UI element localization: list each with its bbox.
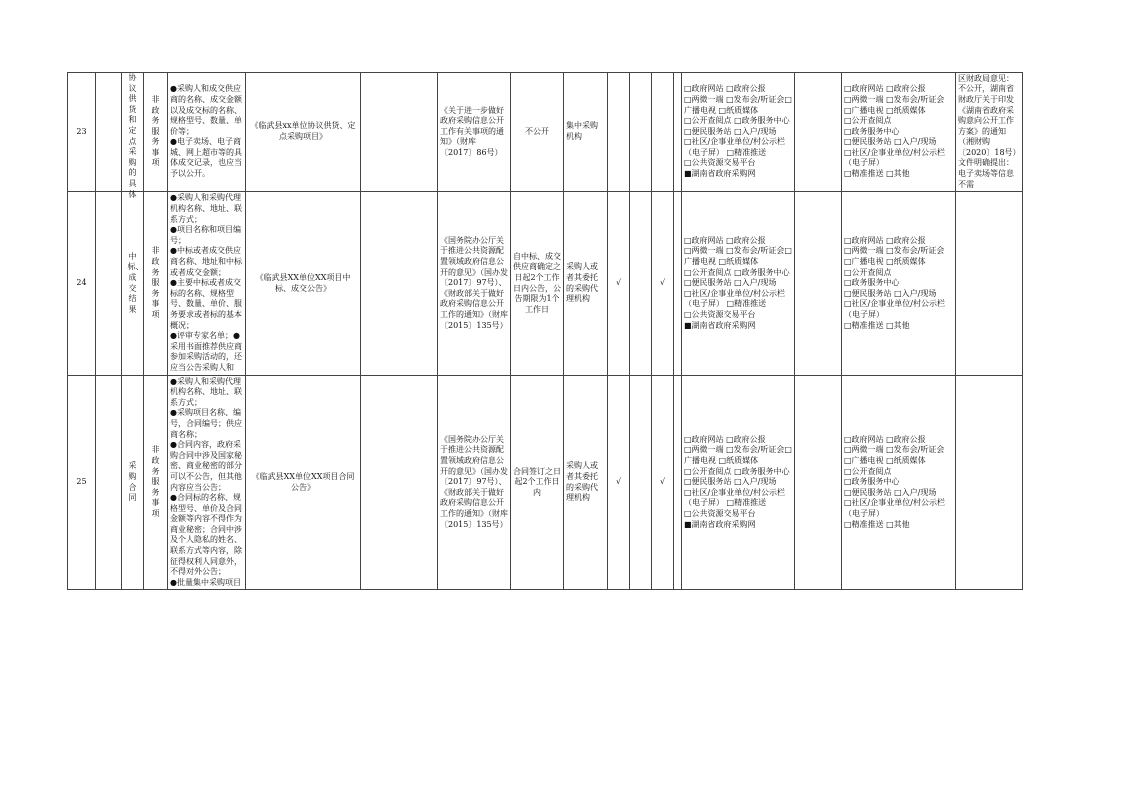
subject-cell: 采购人或者其委托的采购代理机构 (564, 376, 608, 590)
channels-cell: □政府网站 □政府公报 □两微一端 □发布会/听证会 □广播电视 □纸质媒体 □公开查阅点 □政务服务中心 □便民服务站 □入户/现场 □社区/企事业单位/村公示栏（电子屏） □精准推送 □其他 (842, 192, 956, 376)
row-number: 24 (68, 192, 96, 376)
time-limit-cell: 自中标、成交供应商确定之日起2个工作日内公告，公告期限为1个工作日 (511, 192, 564, 376)
blank-cell (795, 192, 842, 376)
table-row (68, 192, 1023, 376)
time-limit-cell: 不公开 (511, 73, 564, 192)
blank-cell (795, 73, 842, 192)
channels-cell: □政府网站 □政府公报 □两微一端 □发布会/听证会 □广播电视 □纸质媒体 □公开查阅点 □政务服务中心 □便民服务站 □入户/现场 □社区/企事业单位/村公示栏（电子屏） □精准推送 □其他 (842, 73, 956, 192)
blank-cell (674, 73, 682, 192)
content-cell: ●采购人和成交供应商的名称、成交金额以及成交标的名称、规格型号、数量、单价等； ●电子卖场、电子商城、网上超市等的具体成交记录，也应当予以公开。 (168, 73, 246, 192)
channels-cell: □政府网站 □政府公报 □两微一端 □发布会/听证会□广播电视 □纸质媒体 □公开查阅点 □政务服务中心□便民服务站 □入户/现场 □社区/企事业单位/村公示栏（电子屏） □精准推送 □公共资源交易平台 ■湖南省政府采购网 (682, 192, 795, 376)
content-cell: ●采购人和采购代理机构名称、地址、联系方式； ●项目名称和项目编号； ●中标或者成交供应商名称、地址和中标或者成交金额； ●主要中标或者成交标的名称、规格型号、数量、单价、服务要求或者标的基本概况； ●评审专家名单；●采用书面推荐供应商参加采购活动的，还应当公告采购人和 (168, 192, 246, 376)
service-type-cell: 非政务服务事项 (144, 192, 168, 376)
table-row (68, 376, 1023, 590)
blank-cell (96, 376, 122, 590)
blank-cell (96, 73, 122, 192)
blank-cell (630, 192, 652, 376)
channels-cell: □政府网站 □政府公报 □两微一端 □发布会/听证会□广播电视 □纸质媒体 □公开查阅点 □政务服务中心□便民服务站 □入户/现场 □社区/企事业单位/村公示栏（电子屏） □精准推送 □公共资源交易平台 ■湖南省政府采购网 (682, 73, 795, 192)
check-cell: √ (608, 376, 630, 590)
disclosure-table (67, 72, 1023, 590)
basis-cell: 《关于进一步做好政府采购信息公开工作有关事项的通知》（财库〔2017〕86号） (438, 73, 511, 192)
basis-cell: 《国务院办公厅关于推进公共资源配置领域政府信息公开的意见》（国办发〔2017〕97号）、《财政部关于做好政府采购信息公开工作的通知》（财库〔2015〕135号） (438, 192, 511, 376)
note-cell (956, 376, 1023, 590)
category-cell: 采购合同 (122, 376, 144, 590)
blank-cell (361, 376, 438, 590)
subject-cell: 采购人或者其委托的采购代理机构 (564, 192, 608, 376)
subject-cell: 集中采购机构 (564, 73, 608, 192)
blank-cell (96, 192, 122, 376)
blank-cell (674, 192, 682, 376)
example-cell: 《临武县XX单位XX项目合同公告》 (246, 376, 361, 590)
example-cell: 《临武县XX单位XX项目中标、成交公告》 (246, 192, 361, 376)
row-number: 23 (68, 73, 96, 192)
content-cell: ●采购人和采购代理机构名称、地址、联系方式； ●采购项目名称、编号，合同编号；供应商名称； ●合同内容，政府采购合同中涉及国家秘密、商业秘密的部分可以不公告，但其他内容应当公告； ●合同标的名称、规格型号、单价及合同金额等内容不得作为商业秘密；合同中涉及个人隐私的姓名、联系方式等内容，除征得权利人同意外，不得对外公告； ●批量集中采购项目 (168, 376, 246, 590)
category-cell: 协议供货和定点采购的具体 (122, 73, 144, 192)
table-row (68, 73, 1023, 192)
service-type-cell: 非政务服务事项 (144, 376, 168, 590)
blank-cell (361, 192, 438, 376)
note-cell: 区财政局意见：不公开，湖南省财政厅关于印发《湖南省政府采购意向公开工作方案》的通知（湘财购〔2020〕18号）文件明确提出：电子卖场等信息不需 (956, 73, 1023, 192)
blank-cell (795, 376, 842, 590)
row-number: 25 (68, 376, 96, 590)
time-limit-cell: 合同签订之日起2个工作日内 (511, 376, 564, 590)
check-cell: √ (608, 192, 630, 376)
example-cell: 《临武县xx单位协议供货、定点采购项目》 (246, 73, 361, 192)
blank-cell (674, 376, 682, 590)
basis-cell: 《国务院办公厅关于推进公共资源配置领域政府信息公开的意见》（国办发〔2017〕97号）、《财政部关于做好政府采购信息公开工作的通知》（财库〔2015〕135号） (438, 376, 511, 590)
note-cell (956, 192, 1023, 376)
channels-cell: □政府网站 □政府公报 □两微一端 □发布会/听证会□广播电视 □纸质媒体 □公开查阅点 □政务服务中心□便民服务站 □入户/现场 □社区/企事业单位/村公示栏（电子屏） □精准推送 □公共资源交易平台 ■湖南省政府采购网 (682, 376, 795, 590)
check-cell: √ (652, 376, 674, 590)
check-cell: √ (652, 192, 674, 376)
check-cell (652, 73, 674, 192)
blank-cell (361, 73, 438, 192)
check-cell (608, 73, 630, 192)
service-type-cell: 非政务服务事项 (144, 73, 168, 192)
blank-cell (630, 73, 652, 192)
blank-cell (630, 376, 652, 590)
category-cell: 中标、成交结果 (122, 192, 144, 376)
channels-cell: □政府网站 □政府公报 □两微一端 □发布会/听证会 □广播电视 □纸质媒体 □公开查阅点 □政务服务中心 □便民服务站 □入户/现场 □社区/企事业单位/村公示栏（电子屏） □精准推送 □其他 (842, 376, 956, 590)
